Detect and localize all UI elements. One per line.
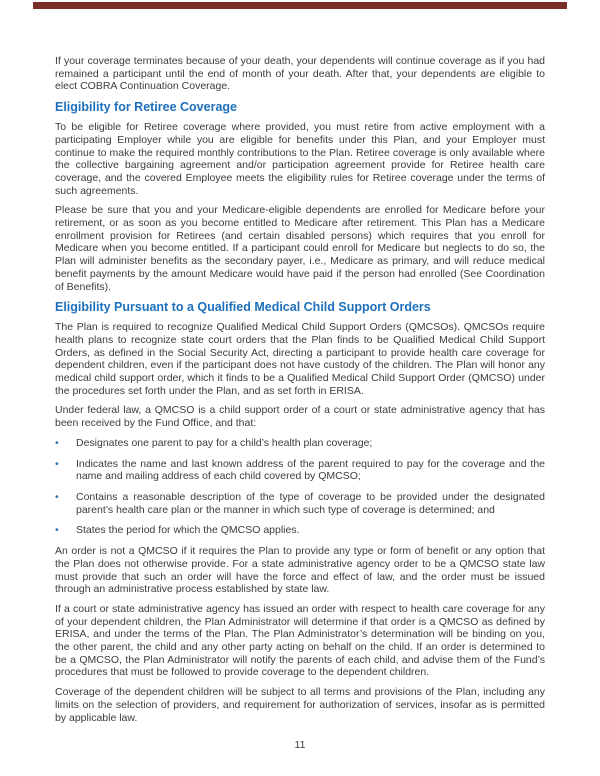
qmcso-paragraph-1: The Plan is required to recognize Qualified Medical Child Support Orders (QMCSOs). QMCSOs require health plans to recognize state court orders that the Plan finds to be Qualified Medical Child Support Orders, as defined in the Social Security Act, directing a participant to provide health care coverage for dependent children, even if the participant does not have custody of the children. The Plan will honor any medical child support order, which it finds to be a Qualified Medical Child Support Order (QMCSO) under the procedures set forth under the Plan, and as set forth in ERISA.	[55, 321, 545, 397]
bullet-text: States the period for which the QMCSO applies.	[76, 524, 300, 537]
qmcso-paragraph-4: If a court or state administrative agency has issued an order with respect to health care coverage for any of your dependent children, the Plan Administrator will determine if that order is a QMCSO as defined by ERISA, and under the terms of the Plan. The Plan Administrator’s determination will be binding on you, the other parent, the child and any other party acting on behalf on the child. If an order is determined to be a QMCSO, the Plan Administrator will notify the parents of each child, and advise them of the Fund’s procedures that must be followed to provide coverage to the dependent children.	[55, 602, 545, 679]
document-body	[55, 55, 545, 731]
bullet-icon: •	[55, 490, 59, 503]
qmcso-paragraph-2: Under federal law, a QMCSO is a child support order of a court or state administrative agency that has been received by the Fund Office, and that:	[55, 404, 545, 430]
qmcso-bullet-list	[55, 437, 545, 537]
bullet-icon: •	[55, 457, 59, 470]
list-item	[55, 524, 545, 537]
list-item	[55, 458, 545, 483]
retiree-paragraph-1: To be eligible for Retiree coverage where provided, you must retire from active employment with a participating Employer while you are eligible for benefits under this Plan, and your Employer must continue to make the required monthly contributions to the Plan. Retiree coverage is only available where the collective bargaining agreement and/or participation agreement provide for Retiree health care coverage, and the covered Employee meets the eligibility rules for Retiree coverage under the terms of such agreements.	[55, 121, 545, 197]
section-heading-retiree-coverage: Eligibility for Retiree Coverage	[55, 100, 237, 115]
bullet-icon: •	[55, 436, 59, 449]
list-item	[55, 491, 545, 516]
list-item	[55, 437, 545, 450]
bullet-text: Contains a reasonable description of the type of coverage to be provided under the designated parent’s health care plan or the manner in which such type of coverage is determined; and	[76, 490, 545, 516]
qmcso-paragraph-3: An order is not a QMCSO if it requires the Plan to provide any type or form of benefit or any option that the Plan does not otherwise provide. For a state administrative agency order to be a QMCSO state law must provide that such an order will have the force and effect of law, and the order must be issued through an administrative process established by state law.	[55, 545, 545, 596]
bullet-text: Designates one parent to pay for a child’s health plan coverage;	[76, 436, 373, 449]
retiree-paragraph-2: Please be sure that you and your Medicare-eligible dependents are enrolled for Medicare before your retirement, or as soon as you become entitled to Medicare after retirement. This Plan has a Medicare enrollment provision for Retirees (and certain disabled persons) which requires that you enroll for Medicare when you become entitled. If a participant could enroll for Medicare but neglects to do so, the Plan will administer benefits as the secondary payer, i.e., Medicare as primary, and will reduce medical benefit payments by the amount Medicare would have paid if the person had enrolled (See Coordination of Benefits).	[55, 204, 545, 293]
section-heading-qmcso: Eligibility Pursuant to a Qualified Medical Child Support Orders	[55, 300, 431, 315]
page-number: 11	[294, 739, 306, 751]
bullet-icon: •	[55, 524, 59, 537]
intro-paragraph: If your coverage terminates because of your death, your dependents will continue coverage as if you had remained a participant until the end of month of your death. After that, your dependents are eligible to elect COBRA Continuation Coverage.	[55, 55, 545, 93]
top-accent-bar	[33, 2, 567, 9]
bullet-text: Indicates the name and last known address of the parent required to pay for the coverage and the name and mailing address of each child covered by QMCSO;	[76, 457, 545, 483]
qmcso-paragraph-5: Coverage of the dependent children will be subject to all terms and provisions of the Plan, including any limits on the selection of providers, and requirement for authorization of services, insofar as is permitted by applicable law.	[55, 686, 545, 724]
